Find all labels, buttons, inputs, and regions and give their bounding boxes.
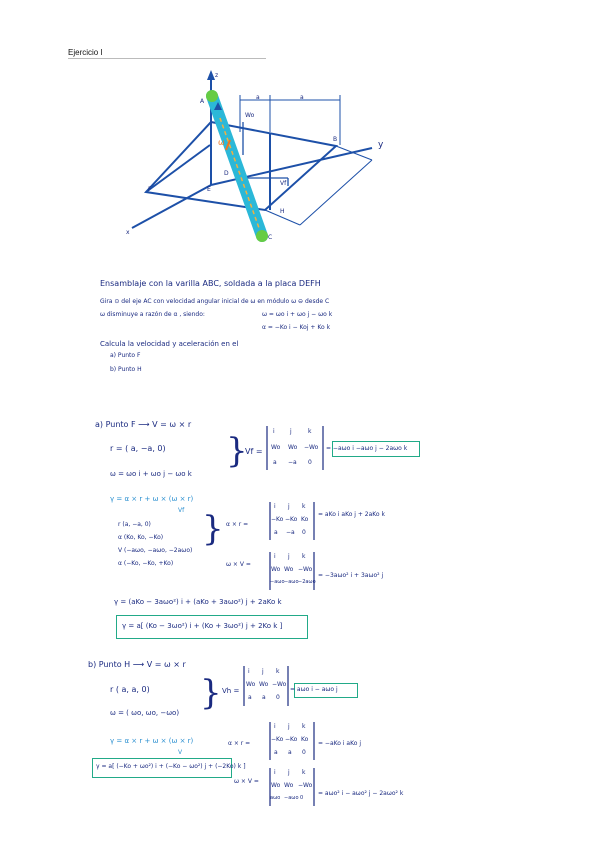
part-a-list-2: α (Ko, Ko, −Ko) — [118, 534, 164, 541]
vf-label: Vf — [280, 180, 287, 187]
part-b-vh: Vh = — [222, 687, 240, 695]
statement-line-3b: ω = ωo i + ωo j − ωo k — [262, 311, 333, 318]
dim-a-1: a — [256, 94, 260, 101]
point-e-label: E — [207, 186, 211, 193]
part-b-result-2: = −aKo i aKo j — [318, 740, 361, 747]
part-a-list-3: V (−aωo, −aωo, −2aωo) — [118, 547, 193, 554]
statement-item-b: b) Punto H — [110, 366, 142, 373]
part-b-wxv: ω × V = — [234, 778, 259, 785]
part-b-result-3: = aωo² i − aωo² j − 2aωo² k — [318, 790, 404, 797]
part-b-w: ω = ( ωo, ωo, −ωo) — [110, 709, 180, 717]
part-b-gamma: γ = α × r + ω × (ω × r) — [110, 737, 194, 745]
dim-a-2: a — [300, 94, 304, 101]
z-label: z — [215, 72, 219, 79]
omega-label: ω — [218, 138, 225, 147]
statement-line-1: Ensamblaje con la varilla ABC, soldada a la placa DEFH — [100, 279, 321, 288]
part-b-title: b) Punto H ⟶ V = ω × r — [88, 660, 186, 669]
point-b-label: B — [333, 136, 338, 143]
x-axis — [132, 185, 211, 228]
part-a-final: γ = a[ (Ko − 3ωo²) i + (Ko + 3ωo²) j + 2Ko k ] — [122, 622, 283, 630]
part-b-final: γ = a[ (−Ko + ωo²) i + (−Ko − ωo²) j + (−2Ko) k ] — [96, 763, 246, 770]
part-a-result-1: = −aωo i −aωo j − 2aωo k — [326, 445, 408, 452]
part-a-sum: γ = (aKo − 3aωo²) i + (aKo + 3aωo²) j + 2aKo k — [114, 598, 282, 606]
brace-3: } — [200, 673, 222, 713]
part-b-r: r ( a, a, 0) — [110, 685, 150, 694]
header-divider — [68, 58, 266, 59]
statement-line-5: Calcula la velocidad y aceleración en el — [100, 340, 239, 348]
statement-line-3a: ω disminuye a razón de α , siendo: — [100, 311, 205, 318]
part-a-w: ω = ωo i + ωo j − ωo k — [110, 470, 192, 478]
x-label: x — [126, 229, 130, 236]
point-f-label: F — [148, 186, 152, 193]
point-d-label: D — [224, 170, 229, 177]
statement-line-2: Gira ⊙ del eje AC con velocidad angular inicial de ω en módulo ω ⊖ desde C — [100, 298, 330, 305]
part-b-gamma-sub: V — [178, 749, 183, 756]
statement-item-a: a) Punto F — [110, 352, 141, 359]
point-h-label: H — [280, 208, 285, 215]
part-a-gamma-sub: Vf — [178, 507, 185, 514]
part-a-result-2: = aKo i aKo j + 2aKo k — [318, 511, 385, 518]
part-b-result-1: = aωo i − aωo j — [290, 686, 338, 693]
rod-abc — [206, 90, 268, 242]
part-a-list-4: α (−Ko, −Ko, +Ko) — [118, 560, 174, 567]
part-a-wxv: ω × V = — [226, 561, 251, 568]
part-a-list-1: r (a, −a, 0) — [118, 521, 151, 528]
wo-label: Wo — [245, 112, 255, 119]
point-a-label: A — [200, 98, 205, 105]
part-a-title: a) Punto F ⟶ V = ω × r — [95, 420, 192, 429]
part-a-vf: Vf = — [245, 447, 263, 456]
page-title: Ejercicio I — [68, 48, 103, 57]
part-a-axr: α × r = — [226, 521, 249, 528]
y-label: y — [378, 140, 384, 150]
brace-1: } — [226, 431, 248, 471]
point-c-label: C — [268, 234, 273, 241]
brace-2: } — [202, 509, 224, 549]
part-b-axr: α × r = — [228, 740, 251, 747]
part-a-result-3: = −3aωo² i + 3aωo² j — [318, 572, 384, 579]
part-a-gamma: γ = α × r + ω × (ω × r) — [110, 495, 194, 503]
statement-line-4: α = −Ko i − Koj + Ko k — [262, 324, 331, 331]
part-a-r: r = ( a, −a, 0) — [110, 444, 166, 453]
